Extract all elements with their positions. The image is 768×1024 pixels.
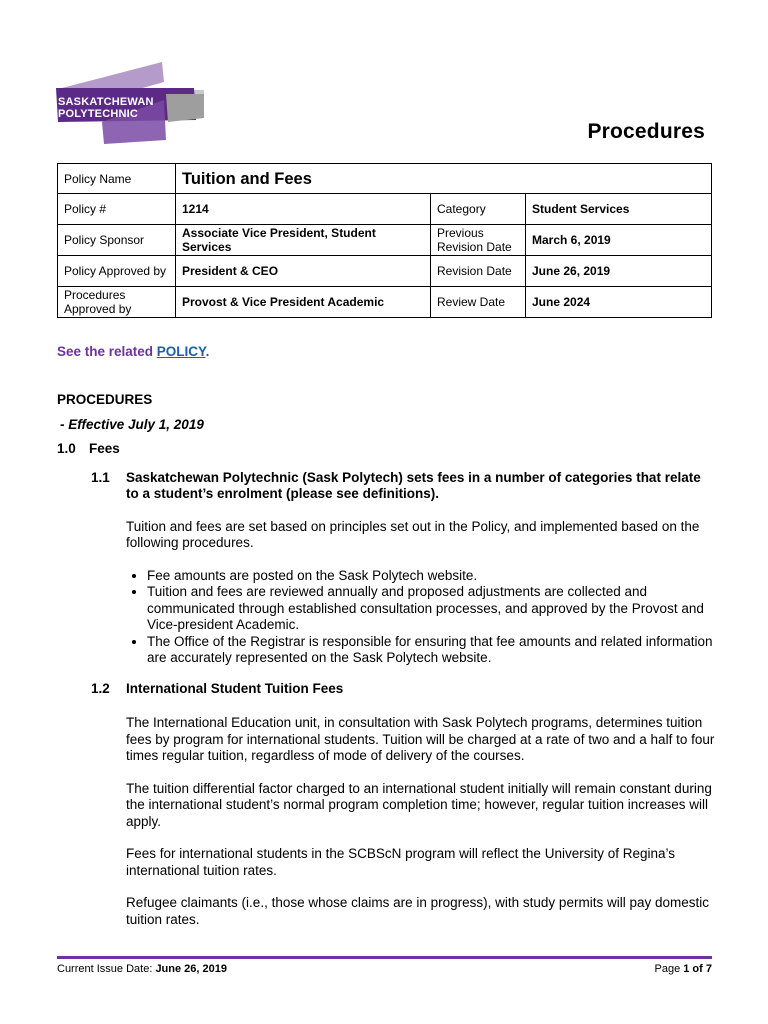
policy-link[interactable]: POLICY xyxy=(156,344,206,359)
paragraph: The tuition differential factor charged to an international student initially will remain constant during the international student’s normal program completion time; however, regular tuition increases will apply. xyxy=(126,780,712,829)
logo-line-2: POLYTECHNIC xyxy=(58,108,139,120)
list-item: • Tuition and fees are reviewed annually and proposed adjustments are collected and communicated through established consultation processes, and approved by the Provost and Vice-president Academic. xyxy=(147,584,717,634)
procedures-body xyxy=(57,392,717,928)
table-row xyxy=(58,287,712,318)
procedures-approved-by-value: Provost & Vice President Academic xyxy=(176,287,431,318)
page-total: 7 xyxy=(705,963,712,975)
document-title: Procedures xyxy=(587,120,705,143)
table-row xyxy=(58,194,712,225)
policy-name-value: Tuition and Fees xyxy=(176,164,712,194)
policy-info-table xyxy=(57,163,712,318)
effective-date: - Effective July 1, 2019 xyxy=(60,416,204,432)
page-current: 1 xyxy=(683,963,690,975)
policy-name-label: Policy Name xyxy=(58,164,176,194)
policy-number-value: 1214 xyxy=(176,194,431,225)
policy-approved-by-label: Policy Approved by xyxy=(58,256,176,287)
logo-line-1: SASKATCHEWAN xyxy=(58,96,154,108)
policy-number-label: Policy # xyxy=(58,194,176,225)
previous-revision-date-label: Previous Revision Date xyxy=(431,225,526,256)
bullet-list xyxy=(126,568,717,667)
paragraph: Tuition and fees are set based on principles set out in the Policy, and implemented based on the following procedures. xyxy=(126,518,700,550)
section-number: 1.0 xyxy=(57,441,76,456)
procedures-approved-by-label: Procedures Approved by xyxy=(58,287,176,318)
page-of: of xyxy=(689,963,706,975)
list-item: • The Office of the Registrar is responsible for ensuring that fee amounts and related information are accurately represented on the Sask Polytech website. xyxy=(147,634,717,667)
policy-approved-by-value: President & CEO xyxy=(176,256,431,287)
footer-page-number xyxy=(655,963,713,975)
page-prefix: Page xyxy=(654,963,684,975)
footer-issue-date xyxy=(57,963,227,975)
table-row xyxy=(58,164,712,194)
footer-divider xyxy=(57,956,712,959)
related-policy-line xyxy=(57,344,209,359)
table-row xyxy=(58,225,712,256)
logo-wordmark xyxy=(58,96,208,120)
category-label: Category xyxy=(431,194,526,225)
subsection-heading-1-2 xyxy=(91,681,717,698)
procedures-heading: PROCEDURES xyxy=(57,392,153,407)
paragraph: Refugee claimants (i.e., those whose claims are in progress), with study permits will pay domestic tuition rates. xyxy=(126,895,709,927)
paragraph: The International Education unit, in consultation with Sask Polytech programs, determines tuition fees by program for international students. Tuition will be charged at a rate of two and a half to four times regular tuition, regardless of mode of delivery of the courses. xyxy=(126,715,715,763)
section-title: Fees xyxy=(89,441,120,456)
subsection-heading-1-1 xyxy=(91,470,717,503)
review-date-value: June 2024 xyxy=(526,287,712,318)
revision-date-label: Revision Date xyxy=(431,256,526,287)
subsection-number: 1.1 xyxy=(91,469,110,485)
subsection-number: 1.2 xyxy=(91,680,110,696)
list-item: • Fee amounts are posted on the Sask Polytech website. xyxy=(147,568,717,585)
section-heading-fees xyxy=(57,441,717,458)
review-date-label: Review Date xyxy=(431,287,526,318)
issue-date-label: Current Issue Date: xyxy=(57,963,156,975)
previous-revision-date-value: March 6, 2019 xyxy=(526,225,712,256)
paragraph: Fees for international students in the SCBScN program will reflect the University of Regina’s international tuition rates. xyxy=(126,846,675,878)
table-row xyxy=(58,256,712,287)
category-value: Student Services xyxy=(526,194,712,225)
subsection-title: International Student Tuition Fees xyxy=(126,680,344,696)
revision-date-value: June 26, 2019 xyxy=(526,256,712,287)
issue-date-value: June 26, 2019 xyxy=(155,963,227,975)
policy-sponsor-label: Policy Sponsor xyxy=(58,225,176,256)
related-suffix: . xyxy=(205,344,210,359)
policy-sponsor-value: Associate Vice President, Student Services xyxy=(176,225,431,256)
related-prefix: See the related xyxy=(57,344,157,359)
subsection-title: Saskatchewan Polytechnic (Sask Polytech) sets fees in a number of categories that relate to a student’s enrolment (please see definitions). xyxy=(126,469,701,501)
